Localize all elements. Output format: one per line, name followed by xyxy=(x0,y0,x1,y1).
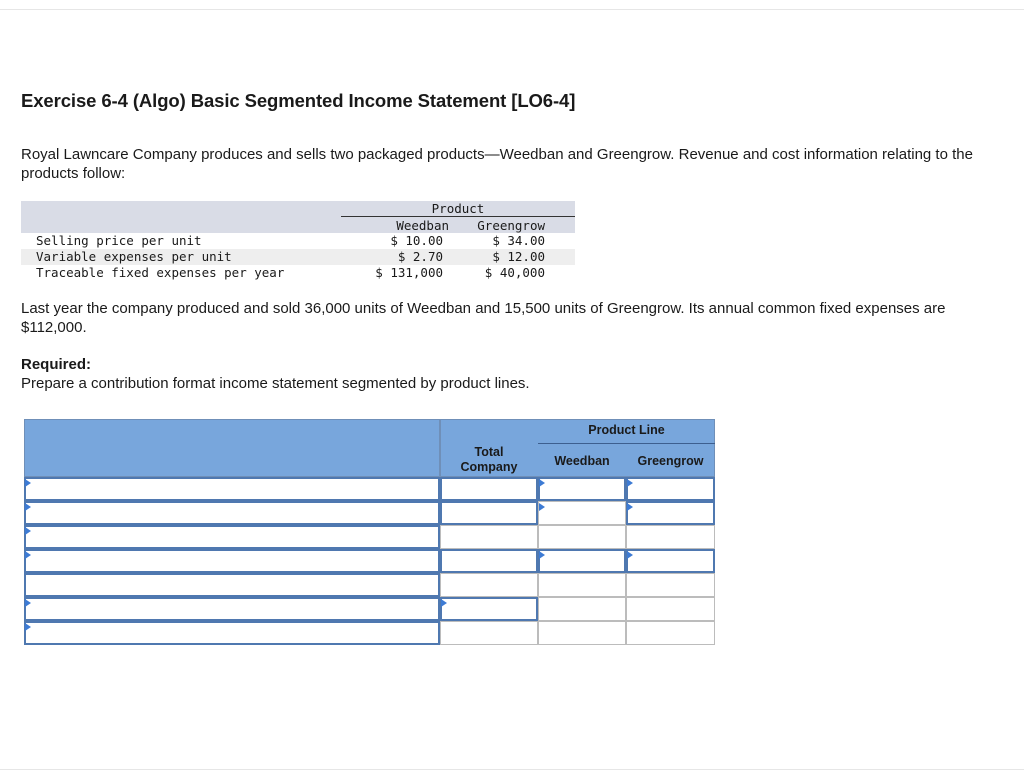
col-header-total-line2: Company xyxy=(460,460,518,474)
weedban-input[interactable] xyxy=(538,501,626,525)
dropdown-arrow-icon xyxy=(25,527,31,535)
product-header-underline xyxy=(341,216,575,217)
weedban-input[interactable] xyxy=(538,549,626,573)
weedban-variable-expenses: $ 2.70 xyxy=(397,249,443,264)
row-label-input[interactable] xyxy=(24,573,440,597)
greengrow-input[interactable] xyxy=(626,501,715,525)
col-header-greengrow: Greengrow xyxy=(477,218,545,233)
col-header-weedban: Weedban xyxy=(396,218,449,233)
dropdown-arrow-icon xyxy=(25,479,31,487)
row-label-traceable-fixed: Traceable fixed expenses per year xyxy=(36,265,285,280)
dropdown-arrow-icon xyxy=(25,551,31,559)
greengrow-traceable-fixed: $ 40,000 xyxy=(484,265,545,280)
weedban-input[interactable] xyxy=(538,525,626,549)
row-label-variable-expenses: Variable expenses per unit xyxy=(36,249,232,264)
dropdown-arrow-icon xyxy=(25,599,31,607)
weedban-input[interactable] xyxy=(538,477,626,501)
col-header-weedban-line: Weedban xyxy=(554,454,610,468)
product-line-underline xyxy=(538,443,715,444)
dropdown-arrow-icon xyxy=(627,503,633,511)
row-label-input[interactable] xyxy=(24,549,440,573)
weedban-input[interactable] xyxy=(538,573,626,597)
weedban-traceable-fixed: $ 131,000 xyxy=(375,265,443,280)
greengrow-variable-expenses: $ 12.00 xyxy=(492,249,545,264)
table-row xyxy=(24,597,715,621)
greengrow-input[interactable] xyxy=(626,549,715,573)
income-statement-grid xyxy=(24,419,715,647)
total-company-input[interactable] xyxy=(440,501,538,525)
total-company-input[interactable] xyxy=(440,549,538,573)
table-row xyxy=(24,525,715,549)
intro-paragraph: Royal Lawncare Company produces and sells two packaged products—Weedban and Greengrow. Revenue and cost information relating to the products follow: xyxy=(21,146,973,182)
row-label-input[interactable] xyxy=(24,477,440,501)
dropdown-arrow-icon xyxy=(25,623,31,631)
product-data-table xyxy=(21,201,575,281)
product-line-header: Product Line xyxy=(588,423,665,437)
dropdown-arrow-icon xyxy=(441,599,447,607)
top-divider xyxy=(0,9,1024,10)
row-label-input[interactable] xyxy=(24,597,440,621)
row-label-selling-price: Selling price per unit xyxy=(36,233,202,248)
col-header-total-line1: Total xyxy=(474,445,504,459)
product-group-header: Product xyxy=(431,201,485,216)
page-title: Exercise 6-4 (Algo) Basic Segmented Income Statement [LO6-4] xyxy=(21,90,576,111)
row-label-input[interactable] xyxy=(24,621,440,645)
row-label-input[interactable] xyxy=(24,525,440,549)
greengrow-input[interactable] xyxy=(626,525,715,549)
required-text: Prepare a contribution format income statement segmented by product lines. xyxy=(21,375,530,392)
table-row xyxy=(24,573,715,597)
col-header-total-company xyxy=(440,445,538,475)
weedban-selling-price: $ 10.00 xyxy=(390,233,443,248)
greengrow-input[interactable] xyxy=(626,573,715,597)
col-header-greengrow-line: Greengrow xyxy=(637,454,704,468)
greengrow-input[interactable] xyxy=(626,597,715,621)
dropdown-arrow-icon xyxy=(539,503,545,511)
greengrow-input[interactable] xyxy=(626,621,715,645)
total-company-input[interactable] xyxy=(440,477,538,501)
production-paragraph: Last year the company produced and sold 36,000 units of Weedban and 15,500 units of Greengrow. Its annual common fixed expenses are $112,000. xyxy=(21,300,946,336)
greengrow-selling-price: $ 34.00 xyxy=(492,233,545,248)
bottom-divider xyxy=(0,769,1024,770)
total-company-input[interactable] xyxy=(440,525,538,549)
table-row xyxy=(24,501,715,525)
dropdown-arrow-icon xyxy=(25,503,31,511)
total-company-input[interactable] xyxy=(440,573,538,597)
label-column-header xyxy=(24,419,440,477)
row-label-input[interactable] xyxy=(24,501,440,525)
dropdown-arrow-icon xyxy=(539,551,545,559)
dropdown-arrow-icon xyxy=(539,479,545,487)
total-company-input[interactable] xyxy=(440,621,538,645)
table-row xyxy=(24,621,715,645)
greengrow-input[interactable] xyxy=(626,477,715,501)
table-row xyxy=(24,477,715,501)
weedban-input[interactable] xyxy=(538,621,626,645)
required-label: Required: xyxy=(21,356,92,373)
weedban-input[interactable] xyxy=(538,597,626,621)
dropdown-arrow-icon xyxy=(627,551,633,559)
table-row xyxy=(24,549,715,573)
dropdown-arrow-icon xyxy=(627,479,633,487)
total-company-input[interactable] xyxy=(440,597,538,621)
